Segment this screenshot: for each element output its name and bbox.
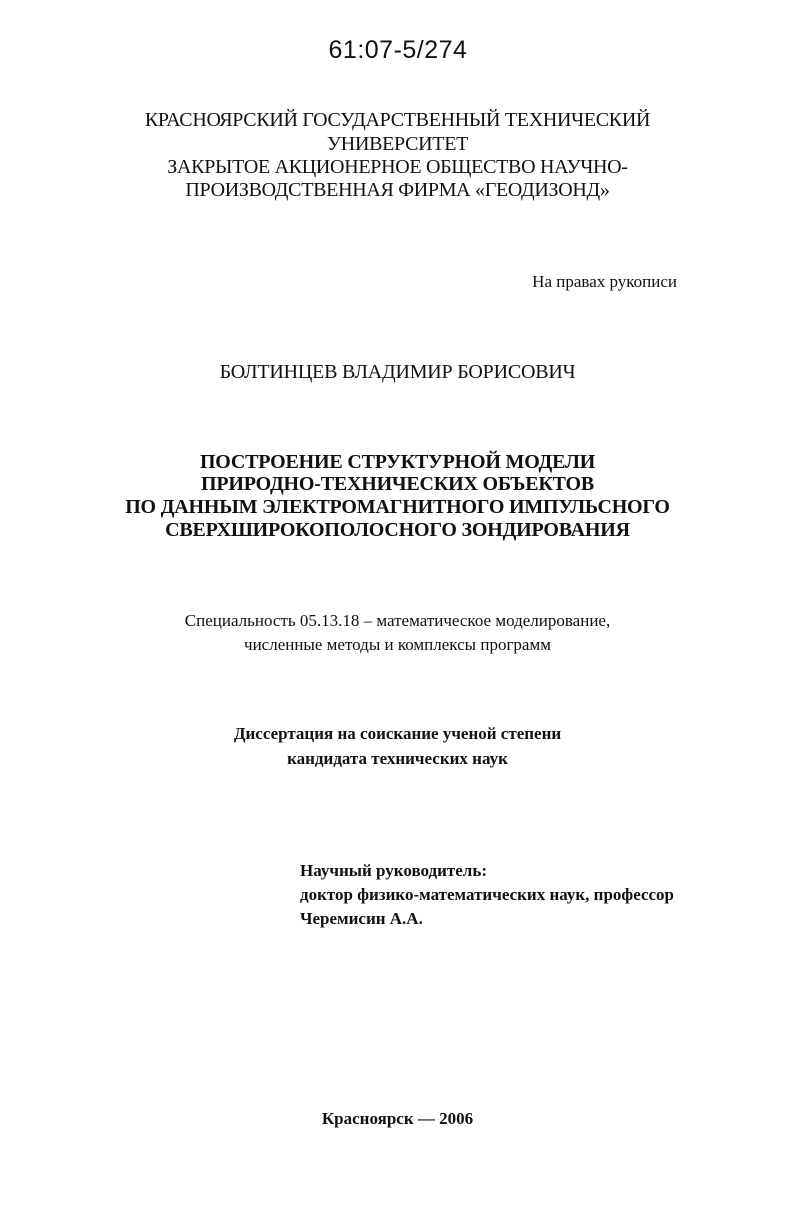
author-name: БОЛТИНЦЕВ ВЛАДИМИР БОРИСОВИЧ — [219, 361, 576, 383]
city-year: Красноярск — 2006 — [321, 1109, 474, 1128]
supervisor-name: Черемисин А.А. — [300, 909, 423, 928]
supervisor-degree: доктор физико-математических наук, профессор — [300, 885, 674, 904]
organization-line-1: КРАСНОЯРСКИЙ ГОСУДАРСТВЕННЫЙ ТЕХНИЧЕСКИЙ — [144, 109, 651, 131]
organization-line-4: ПРОИЗВОДСТВЕННАЯ ФИРМА «ГЕОДИЗОНД» — [185, 179, 610, 201]
dissertation-line-1: Диссертация на соискание ученой степени — [233, 724, 562, 743]
organization-line-3: ЗАКРЫТОЕ АКЦИОНЕРНОЕ ОБЩЕСТВО НАУЧНО- — [167, 156, 628, 178]
dissertation-line-2: кандидата технических наук — [287, 749, 508, 768]
title-line-1: ПОСТРОЕНИЕ СТРУКТУРНОЙ МОДЕЛИ — [199, 451, 596, 473]
title-line-2: ПРИРОДНО-ТЕХНИЧЕСКИХ ОБЪЕКТОВ — [200, 473, 595, 495]
organization-line-2: УНИВЕРСИТЕТ — [326, 133, 469, 155]
title-line-4: СВЕРХШИРОКОПОЛОСНОГО ЗОНДИРОВАНИЯ — [165, 519, 630, 541]
specialty-line-2: численные методы и комплексы программ — [244, 635, 551, 654]
archive-code: 61:07-5/274 — [328, 36, 468, 64]
specialty-line-1: Специальность 05.13.18 – математическое моделирование, — [184, 611, 611, 630]
title-line-3: ПО ДАННЫМ ЭЛЕКТРОМАГНИТНОГО ИМПУЛЬСНОГО — [125, 496, 670, 518]
manuscript-note: На правах рукописи — [532, 272, 677, 291]
supervisor-label: Научный руководитель: — [300, 861, 487, 880]
